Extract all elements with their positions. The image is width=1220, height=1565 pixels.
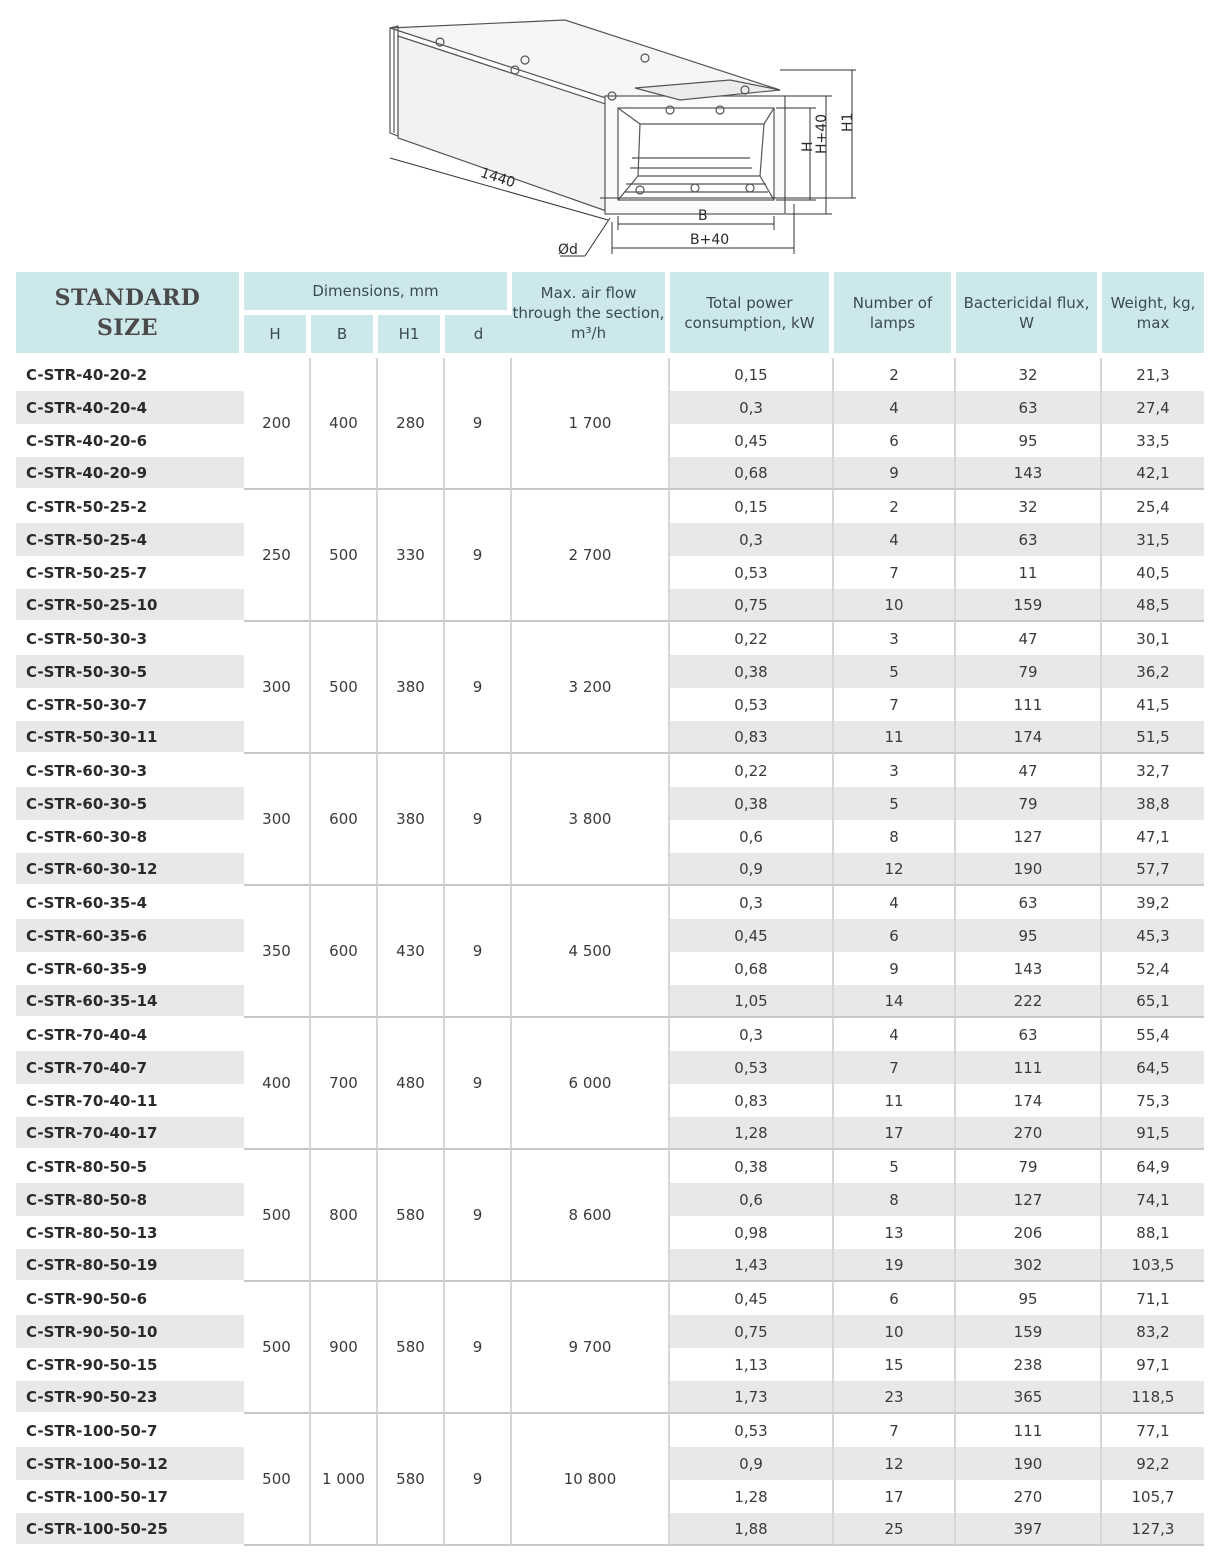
airflow-header: Max. air flow through the section, m³/h <box>512 272 670 358</box>
bactericidal-flux: 365 <box>956 1381 1102 1414</box>
power-consumption: 0,6 <box>670 1183 834 1216</box>
dimension-b: 900 <box>311 1282 378 1414</box>
dimension-h: 200 <box>244 358 311 490</box>
model-name: C-STR-90-50-23 <box>16 1381 244 1414</box>
bactericidal-flux: 95 <box>956 424 1102 457</box>
model-name: C-STR-40-20-6 <box>26 431 148 450</box>
dimension-h: 400 <box>244 1018 311 1150</box>
dimension-h1: 430 <box>378 886 445 1018</box>
weight-max: 97,1 <box>1136 1355 1170 1374</box>
lamp-count: 4 <box>834 1018 956 1051</box>
dimension-d: 9 <box>445 358 512 490</box>
h40-label: H+40 <box>814 113 830 154</box>
bactericidal-flux: 143 <box>956 952 1102 985</box>
lamp-count: 3 <box>834 754 956 787</box>
bactericidal-flux: 111 <box>956 1051 1102 1084</box>
weight-max: 105,7 <box>1131 1487 1175 1506</box>
model-name: C-STR-90-50-15 <box>26 1355 158 1374</box>
max-airflow: 4 500 <box>512 886 670 1018</box>
dimension-h1: 580 <box>378 1414 445 1546</box>
model-name: C-STR-40-20-9 <box>16 457 244 490</box>
lamp-count: 10 <box>834 1315 956 1348</box>
specification-table <box>16 272 1204 1546</box>
max-airflow: 6 000 <box>512 1018 670 1150</box>
table-row <box>16 1150 1204 1183</box>
weight-max: 45,3 <box>1102 919 1204 952</box>
lamp-count: 5 <box>834 787 956 820</box>
model-name: C-STR-50-25-10 <box>16 589 244 622</box>
bactericidal-flux: 222 <box>956 985 1102 1018</box>
dimension-d: 9 <box>445 1414 512 1546</box>
weight-max: 36,2 <box>1102 655 1204 688</box>
model-name: C-STR-70-40-11 <box>26 1091 158 1110</box>
weight-max: 77,1 <box>1136 1421 1170 1440</box>
dimension-d: 9 <box>445 1150 512 1282</box>
lamp-count: 7 <box>834 1051 956 1084</box>
model-name: C-STR-90-50-6 <box>26 1289 148 1308</box>
lamp-count: 6 <box>834 1282 956 1315</box>
standard-size-header <box>16 272 244 358</box>
power-consumption: 0,3 <box>670 1018 834 1051</box>
lamp-count: 23 <box>834 1381 956 1414</box>
dimension-d: 9 <box>445 754 512 886</box>
power-consumption: 0,83 <box>670 1084 834 1117</box>
weight-max: 57,7 <box>1102 853 1204 886</box>
model-name: C-STR-60-35-9 <box>26 959 148 978</box>
model-name: C-STR-50-30-3 <box>26 629 148 648</box>
power-consumption: 1,73 <box>670 1381 834 1414</box>
bactericidal-flux: 79 <box>956 655 1102 688</box>
weight-max: 103,5 <box>1102 1249 1204 1282</box>
bactericidal-flux: 159 <box>956 589 1102 622</box>
model-name: C-STR-80-50-13 <box>26 1223 158 1242</box>
power-consumption: 0,68 <box>670 457 834 490</box>
dimension-d: 9 <box>445 886 512 1018</box>
b40-label: B+40 <box>690 232 730 248</box>
weight-max: 92,2 <box>1102 1447 1204 1480</box>
col-d-header: d <box>445 315 512 358</box>
lamp-count: 15 <box>834 1348 956 1381</box>
weight-max: 30,1 <box>1136 629 1170 648</box>
power-consumption: 0,22 <box>670 622 834 655</box>
lamp-count: 9 <box>834 457 956 490</box>
power-consumption: 1,88 <box>670 1513 834 1546</box>
bactericidal-flux: 32 <box>956 358 1102 391</box>
dimension-h: 300 <box>244 622 311 754</box>
lamp-count: 2 <box>834 490 956 523</box>
max-airflow: 9 700 <box>512 1282 670 1414</box>
max-airflow: 3 800 <box>512 754 670 886</box>
dimension-h: 500 <box>244 1414 311 1546</box>
model-name: C-STR-60-30-3 <box>26 761 148 780</box>
power-consumption: 0,53 <box>670 1051 834 1084</box>
weight-max: 83,2 <box>1102 1315 1204 1348</box>
model-name: C-STR-50-25-2 <box>26 497 148 516</box>
lamp-count: 12 <box>834 1447 956 1480</box>
weight-max: 40,5 <box>1136 563 1170 582</box>
dimension-b: 700 <box>311 1018 378 1150</box>
bactericidal-flux: 127 <box>956 820 1102 853</box>
bactericidal-flux: 11 <box>956 556 1102 589</box>
bactericidal-flux: 47 <box>956 754 1102 787</box>
lamp-count: 13 <box>834 1216 956 1249</box>
weight-max: 55,4 <box>1136 1025 1170 1044</box>
lamp-count: 5 <box>834 655 956 688</box>
lamp-count: 11 <box>834 721 956 754</box>
model-name: C-STR-100-50-17 <box>26 1487 168 1506</box>
power-consumption: 0,68 <box>670 952 834 985</box>
lamp-count: 14 <box>834 985 956 1018</box>
weight-max: 51,5 <box>1102 721 1204 754</box>
bactericidal-flux: 32 <box>956 490 1102 523</box>
col-b-header: B <box>311 315 378 358</box>
dimension-b: 1 000 <box>311 1414 378 1546</box>
power-consumption: 0,6 <box>670 820 834 853</box>
model-name: C-STR-60-30-5 <box>16 787 244 820</box>
bactericidal-flux: 127 <box>956 1183 1102 1216</box>
lamp-count: 4 <box>834 523 956 556</box>
power-consumption: 0,83 <box>670 721 834 754</box>
power-consumption: 0,45 <box>670 919 834 952</box>
table-row <box>16 490 1204 523</box>
max-airflow: 3 200 <box>512 622 670 754</box>
model-name: C-STR-80-50-5 <box>26 1157 148 1176</box>
bactericidal-flux: 190 <box>956 853 1102 886</box>
power-consumption: 0,53 <box>670 556 834 589</box>
duct-section-drawing <box>380 8 860 263</box>
weight-max: 71,1 <box>1136 1289 1170 1308</box>
weight-max: 21,3 <box>1136 365 1170 384</box>
col-h1-header: H1 <box>378 315 445 358</box>
weight-max: 41,5 <box>1136 695 1170 714</box>
lamp-count: 7 <box>834 1414 956 1447</box>
weight-max: 64,9 <box>1136 1157 1170 1176</box>
bactericidal-flux: 159 <box>956 1315 1102 1348</box>
table-row <box>16 1282 1204 1315</box>
weight-max: 48,5 <box>1102 589 1204 622</box>
dimension-d: 9 <box>445 490 512 622</box>
model-name: C-STR-50-30-11 <box>16 721 244 754</box>
dimension-h1: 580 <box>378 1282 445 1414</box>
power-consumption: 0,38 <box>670 1150 834 1183</box>
bactericidal-flux: 79 <box>956 787 1102 820</box>
lamp-count: 2 <box>834 358 956 391</box>
dimension-b: 600 <box>311 886 378 1018</box>
model-name: C-STR-80-50-8 <box>16 1183 244 1216</box>
power-consumption: 1,43 <box>670 1249 834 1282</box>
weight-max: 118,5 <box>1102 1381 1204 1414</box>
lamp-count: 11 <box>834 1084 956 1117</box>
bactericidal-flux: 63 <box>956 1018 1102 1051</box>
bactericidal-flux: 79 <box>956 1150 1102 1183</box>
lamp-count: 25 <box>834 1513 956 1546</box>
dimension-h: 500 <box>244 1282 311 1414</box>
dimension-h1: 480 <box>378 1018 445 1150</box>
table-row <box>16 1018 1204 1051</box>
model-name: C-STR-40-20-4 <box>16 391 244 424</box>
standard-size-line1: STANDARD <box>54 284 201 311</box>
diameter-label: Ød <box>558 242 578 258</box>
weight-max: 32,7 <box>1136 761 1170 780</box>
table-body <box>16 358 1204 1546</box>
bactericidal-flux: 95 <box>956 919 1102 952</box>
model-name: C-STR-100-50-7 <box>26 1421 158 1440</box>
model-name: C-STR-60-35-4 <box>26 893 148 912</box>
dimension-h: 300 <box>244 754 311 886</box>
power-consumption: 0,9 <box>670 853 834 886</box>
bactericidal-flux: 302 <box>956 1249 1102 1282</box>
power-header: Total power consumption, kW <box>670 272 834 358</box>
model-name: C-STR-70-40-17 <box>16 1117 244 1150</box>
dimension-h: 350 <box>244 886 311 1018</box>
dimension-h1: 380 <box>378 622 445 754</box>
lamp-count: 17 <box>834 1480 956 1513</box>
dimension-d: 9 <box>445 1282 512 1414</box>
dimension-h1: 280 <box>378 358 445 490</box>
bactericidal-flux: 174 <box>956 1084 1102 1117</box>
dimension-h: 500 <box>244 1150 311 1282</box>
power-consumption: 0,98 <box>670 1216 834 1249</box>
model-name: C-STR-50-30-5 <box>16 655 244 688</box>
model-name: C-STR-60-35-6 <box>16 919 244 952</box>
weight-max: 27,4 <box>1102 391 1204 424</box>
power-consumption: 0,3 <box>670 886 834 919</box>
power-consumption: 0,75 <box>670 1315 834 1348</box>
flux-header: Bactericidal flux, W <box>956 272 1102 358</box>
b-label: B <box>698 208 708 224</box>
lamp-count: 19 <box>834 1249 956 1282</box>
h-label: H <box>800 141 816 152</box>
table-row <box>16 886 1204 919</box>
weight-max: 47,1 <box>1136 827 1170 846</box>
power-consumption: 0,38 <box>670 655 834 688</box>
max-airflow: 1 700 <box>512 358 670 490</box>
weight-max: 52,4 <box>1136 959 1170 978</box>
dimension-b: 500 <box>311 490 378 622</box>
dimension-h1: 330 <box>378 490 445 622</box>
power-consumption: 0,3 <box>670 391 834 424</box>
max-airflow: 10 800 <box>512 1414 670 1546</box>
model-name: C-STR-90-50-10 <box>16 1315 244 1348</box>
max-airflow: 2 700 <box>512 490 670 622</box>
bactericidal-flux: 174 <box>956 721 1102 754</box>
model-name: C-STR-100-50-12 <box>16 1447 244 1480</box>
model-name: C-STR-50-25-4 <box>16 523 244 556</box>
lamp-count: 8 <box>834 820 956 853</box>
lamp-count: 10 <box>834 589 956 622</box>
dimension-d: 9 <box>445 622 512 754</box>
bactericidal-flux: 111 <box>956 1414 1102 1447</box>
bactericidal-flux: 397 <box>956 1513 1102 1546</box>
lamp-count: 6 <box>834 919 956 952</box>
h1-label: H1 <box>840 112 856 132</box>
weight-max: 127,3 <box>1102 1513 1204 1546</box>
standard-size-line2: SIZE <box>96 314 158 341</box>
weight-max: 91,5 <box>1102 1117 1204 1150</box>
max-airflow: 8 600 <box>512 1150 670 1282</box>
dimension-h1: 380 <box>378 754 445 886</box>
bactericidal-flux: 47 <box>956 622 1102 655</box>
bactericidal-flux: 63 <box>956 523 1102 556</box>
power-consumption: 1,13 <box>670 1348 834 1381</box>
bactericidal-flux: 95 <box>956 1282 1102 1315</box>
bactericidal-flux: 63 <box>956 391 1102 424</box>
dimension-b: 600 <box>311 754 378 886</box>
lamp-count: 7 <box>834 556 956 589</box>
power-consumption: 0,53 <box>670 688 834 721</box>
bactericidal-flux: 270 <box>956 1480 1102 1513</box>
weight-max: 39,2 <box>1136 893 1170 912</box>
lamp-count: 12 <box>834 853 956 886</box>
model-name: C-STR-60-35-14 <box>16 985 244 1018</box>
bactericidal-flux: 190 <box>956 1447 1102 1480</box>
table-row <box>16 622 1204 655</box>
lamps-header: Number of lamps <box>834 272 956 358</box>
model-name: C-STR-80-50-19 <box>16 1249 244 1282</box>
model-name: C-STR-70-40-7 <box>16 1051 244 1084</box>
lamp-count: 9 <box>834 952 956 985</box>
power-consumption: 0,75 <box>670 589 834 622</box>
weight-max: 31,5 <box>1102 523 1204 556</box>
lamp-count: 5 <box>834 1150 956 1183</box>
dimension-b: 400 <box>311 358 378 490</box>
weight-header: Weight, kg, max <box>1102 272 1204 358</box>
col-h-header: H <box>244 315 311 358</box>
weight-max: 75,3 <box>1136 1091 1170 1110</box>
power-consumption: 1,28 <box>670 1480 834 1513</box>
power-consumption: 0,38 <box>670 787 834 820</box>
weight-max: 64,5 <box>1102 1051 1204 1084</box>
bactericidal-flux: 63 <box>956 886 1102 919</box>
weight-max: 88,1 <box>1136 1223 1170 1242</box>
power-consumption: 0,15 <box>670 358 834 391</box>
dimension-h: 250 <box>244 490 311 622</box>
table-row <box>16 358 1204 391</box>
weight-max: 25,4 <box>1136 497 1170 516</box>
power-consumption: 1,05 <box>670 985 834 1018</box>
dimensions-header: Dimensions, mm <box>244 272 512 315</box>
duct-section-svg <box>380 8 860 263</box>
power-consumption: 0,53 <box>670 1414 834 1447</box>
dimension-d: 9 <box>445 1018 512 1150</box>
model-name: C-STR-60-30-8 <box>26 827 148 846</box>
dimension-b: 800 <box>311 1150 378 1282</box>
dimension-b: 500 <box>311 622 378 754</box>
weight-max: 65,1 <box>1102 985 1204 1018</box>
lamp-count: 4 <box>834 886 956 919</box>
lamp-count: 4 <box>834 391 956 424</box>
power-consumption: 0,22 <box>670 754 834 787</box>
lamp-count: 6 <box>834 424 956 457</box>
lamp-count: 17 <box>834 1117 956 1150</box>
table-row <box>16 754 1204 787</box>
bactericidal-flux: 270 <box>956 1117 1102 1150</box>
power-consumption: 0,45 <box>670 1282 834 1315</box>
power-consumption: 1,28 <box>670 1117 834 1150</box>
length-label: 1440 <box>478 165 518 192</box>
weight-max: 33,5 <box>1136 431 1170 450</box>
power-consumption: 0,45 <box>670 424 834 457</box>
weight-max: 74,1 <box>1102 1183 1204 1216</box>
table-row <box>16 1414 1204 1447</box>
lamp-count: 8 <box>834 1183 956 1216</box>
bactericidal-flux: 111 <box>956 688 1102 721</box>
bactericidal-flux: 238 <box>956 1348 1102 1381</box>
bactericidal-flux: 206 <box>956 1216 1102 1249</box>
model-name: C-STR-40-20-2 <box>26 365 148 384</box>
model-name: C-STR-50-25-7 <box>26 563 148 582</box>
weight-max: 42,1 <box>1102 457 1204 490</box>
power-consumption: 0,3 <box>670 523 834 556</box>
power-consumption: 0,9 <box>670 1447 834 1480</box>
weight-max: 38,8 <box>1102 787 1204 820</box>
dimension-h1: 580 <box>378 1150 445 1282</box>
model-name: C-STR-60-30-12 <box>16 853 244 886</box>
model-name: C-STR-70-40-4 <box>26 1025 148 1044</box>
power-consumption: 0,15 <box>670 490 834 523</box>
model-name: C-STR-100-50-25 <box>16 1513 244 1546</box>
model-name: C-STR-50-30-7 <box>26 695 148 714</box>
lamp-count: 7 <box>834 688 956 721</box>
bactericidal-flux: 143 <box>956 457 1102 490</box>
lamp-count: 3 <box>834 622 956 655</box>
